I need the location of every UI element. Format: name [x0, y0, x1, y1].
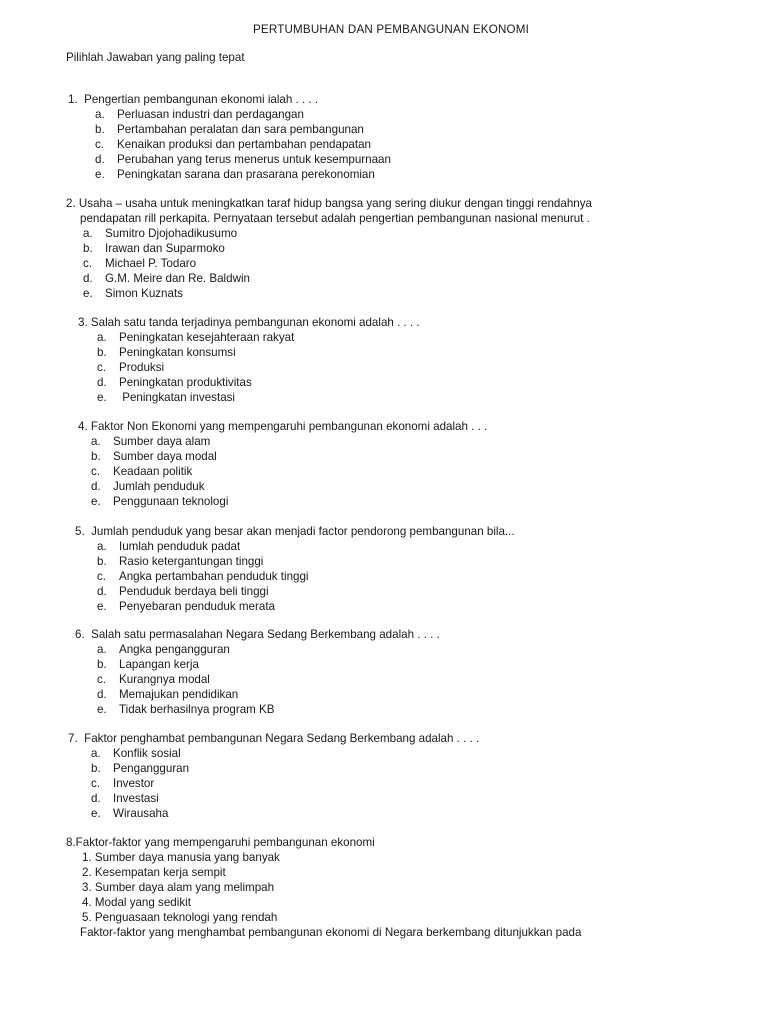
option	[97, 555, 263, 569]
option	[91, 480, 205, 494]
option-label: b.	[91, 762, 101, 775]
question-number: 3.	[78, 316, 88, 329]
numbered-item: 5. Penguasaan teknologi yang rendah	[82, 911, 278, 924]
option-text: Sumber daya modal	[113, 450, 217, 463]
option-text: Sumitro Djojohadikusumo	[105, 227, 238, 240]
option-text: Angka pengangguran	[119, 643, 230, 656]
option-label: d.	[95, 153, 105, 166]
option	[83, 242, 225, 256]
question-8-footer: Faktor-faktor yang menghambat pembangunan ekonomi di Negara berkembang ditunjukkan pada	[80, 926, 582, 939]
question-7	[68, 732, 479, 746]
option	[91, 807, 168, 821]
question-text: Pengertian pembangunan ekonomi ialah . . . .	[84, 93, 319, 106]
option-text: Jumlah penduduk	[113, 480, 205, 493]
question-number: 7.	[68, 732, 78, 745]
option-label: a.	[91, 435, 101, 448]
option	[97, 540, 240, 554]
option-label: e.	[95, 168, 105, 181]
option-label: b.	[95, 123, 105, 136]
option-label: b.	[97, 555, 107, 568]
option-label: e.	[91, 495, 101, 508]
instruction: Pilihlah Jawaban yang paling tepat	[66, 51, 245, 64]
option-label: d.	[97, 585, 107, 598]
option	[91, 450, 217, 464]
option-label: c.	[83, 257, 93, 270]
option	[91, 762, 189, 776]
option	[83, 227, 237, 241]
option-text: Lapangan kerja	[119, 658, 199, 671]
question-number: 2.	[66, 197, 76, 210]
numbered-item: 4. Modal yang sedikit	[82, 896, 191, 909]
option-label: c.	[97, 673, 107, 686]
question-1	[68, 93, 318, 107]
option-text: Peningkatan sarana dan prasarana perekonomian	[117, 168, 375, 181]
option-label: a.	[95, 108, 105, 121]
option	[97, 570, 309, 584]
option-text: Rasio ketergantungan tinggi	[119, 555, 264, 568]
option-label: d.	[91, 480, 101, 493]
option-label: e.	[83, 287, 93, 300]
option-label: a.	[91, 747, 101, 760]
question-text: Faktor-faktor yang mempengaruhi pembangunan ekonomi	[75, 836, 375, 849]
option-label: b.	[97, 346, 107, 359]
page-title: PERTUMBUHAN DAN PEMBANGUNAN EKONOMI	[252, 23, 530, 36]
question-number: 1.	[68, 93, 78, 106]
option-text: Penggunaan teknologi	[113, 495, 229, 508]
question-text: Usaha – usaha untuk meningkatkan taraf hidup bangsa yang sering diukur dengan tinggi rendahnya	[78, 197, 592, 210]
option	[91, 495, 228, 509]
option	[91, 465, 192, 479]
option	[83, 257, 196, 271]
option-text: Investor	[113, 777, 155, 790]
option	[97, 585, 269, 599]
option-text: Perubahan yang terus menerus untuk kesempurnaan	[117, 153, 391, 166]
option-label: c.	[97, 361, 107, 374]
option-label: d.	[83, 272, 93, 285]
option-text: Investasi	[113, 792, 159, 805]
question-6	[75, 628, 440, 642]
option	[97, 673, 210, 687]
numbered-item: 2. Kesempatan kerja sempit	[82, 866, 226, 879]
option	[95, 123, 364, 137]
option-label: d.	[97, 688, 107, 701]
question-text: Faktor penghambat pembangunan Negara Sedang Berkembang adalah . . . .	[84, 732, 480, 745]
option	[97, 600, 275, 614]
option	[97, 688, 238, 702]
option-text: Perluasan industri dan perdagangan	[117, 108, 304, 121]
question-text: Jumlah penduduk yang besar akan menjadi factor pendorong pembangunan bila...	[91, 525, 515, 538]
option	[97, 331, 294, 345]
question-5	[75, 525, 515, 539]
option-label: b.	[83, 242, 93, 255]
option-label: e.	[97, 703, 107, 716]
numbered-item: 3. Sumber daya alam yang melimpah	[82, 881, 275, 894]
option	[97, 376, 252, 390]
option	[91, 747, 181, 761]
option-text: Peningkatan konsumsi	[119, 346, 236, 359]
option-text: G.M. Meire dan Re. Baldwin	[105, 272, 250, 285]
option-label: d.	[91, 792, 101, 805]
option-text: Tidak berhasilnya program KB	[119, 703, 275, 716]
question-8	[66, 836, 375, 850]
option-label: a.	[97, 643, 107, 656]
option-text: Keadaan politik	[113, 465, 193, 478]
option-label: a.	[97, 331, 107, 344]
option-text: Iumlah penduduk padat	[119, 540, 241, 553]
option-label: c.	[97, 570, 107, 583]
question-text: Salah satu permasalahan Negara Sedang Berkembang adalah . . . .	[91, 628, 440, 641]
option-text: Michael P. Todaro	[105, 257, 197, 270]
option	[97, 361, 164, 375]
option-text: Produksi	[119, 361, 165, 374]
option-label: c.	[91, 777, 101, 790]
option-text: Peningkatan kesejahteraan rakyat	[119, 331, 295, 344]
option	[97, 658, 199, 672]
option-label: d.	[97, 376, 107, 389]
option-label: e.	[97, 391, 107, 404]
question-2-continued: pendapatan rill perkapita. Pernyataan tersebut adalah pengertian pembangunan nasional menurut .	[80, 212, 590, 225]
option-text: Peningkatan produktivitas	[119, 376, 252, 389]
option	[95, 108, 304, 122]
option-label: e.	[97, 600, 107, 613]
option-text: Pengangguran	[113, 762, 190, 775]
option-text: Angka pertambahan penduduk tinggi	[119, 570, 309, 583]
option-label: b.	[97, 658, 107, 671]
question-number: 6.	[75, 628, 85, 641]
question-text: Salah satu tanda terjadinya pembangunan ekonomi adalah . . . .	[90, 316, 420, 329]
option-text: Konflik sosial	[113, 747, 181, 760]
option-label: c.	[95, 138, 105, 151]
option	[95, 138, 371, 152]
question-number: 8.	[66, 836, 76, 849]
option	[83, 287, 183, 301]
option	[91, 435, 210, 449]
option-label: c.	[91, 465, 101, 478]
question-number: 4.	[78, 420, 88, 433]
option-text: Kenaikan produksi dan pertambahan pendapatan	[117, 138, 371, 151]
option	[91, 792, 159, 806]
question-2	[66, 197, 592, 211]
option-text: Penduduk berdaya beli tinggi	[119, 585, 269, 598]
option	[95, 168, 375, 182]
option-text: Memajukan pendidikan	[119, 688, 239, 701]
question-number: 5.	[75, 525, 85, 538]
option-label: a.	[97, 540, 107, 553]
option	[95, 153, 391, 167]
option	[97, 391, 235, 405]
option	[91, 777, 154, 791]
option	[83, 272, 250, 286]
option	[97, 703, 275, 717]
option-text: Penyebaran penduduk merata	[119, 600, 275, 613]
question-3	[78, 316, 420, 330]
option-text: Wirausaha	[113, 807, 169, 820]
question-4	[78, 420, 487, 434]
option	[97, 643, 230, 657]
numbered-item: 1. Sumber daya manusia yang banyak	[82, 851, 280, 864]
option-text: Simon Kuznats	[105, 287, 183, 300]
option-label: a.	[83, 227, 93, 240]
option-text: Peningkatan investasi	[119, 391, 236, 404]
option-text: Irawan dan Suparmoko	[105, 242, 225, 255]
option-label: b.	[91, 450, 101, 463]
option-text: Kurangnya modal	[119, 673, 210, 686]
option	[97, 346, 236, 360]
question-text: Faktor Non Ekonomi yang mempengaruhi pembangunan ekonomi adalah . . .	[90, 420, 488, 433]
option-label: e.	[91, 807, 101, 820]
option-text: Pertambahan peralatan dan sara pembangunan	[117, 123, 364, 136]
option-text: Sumber daya alam	[113, 435, 211, 448]
